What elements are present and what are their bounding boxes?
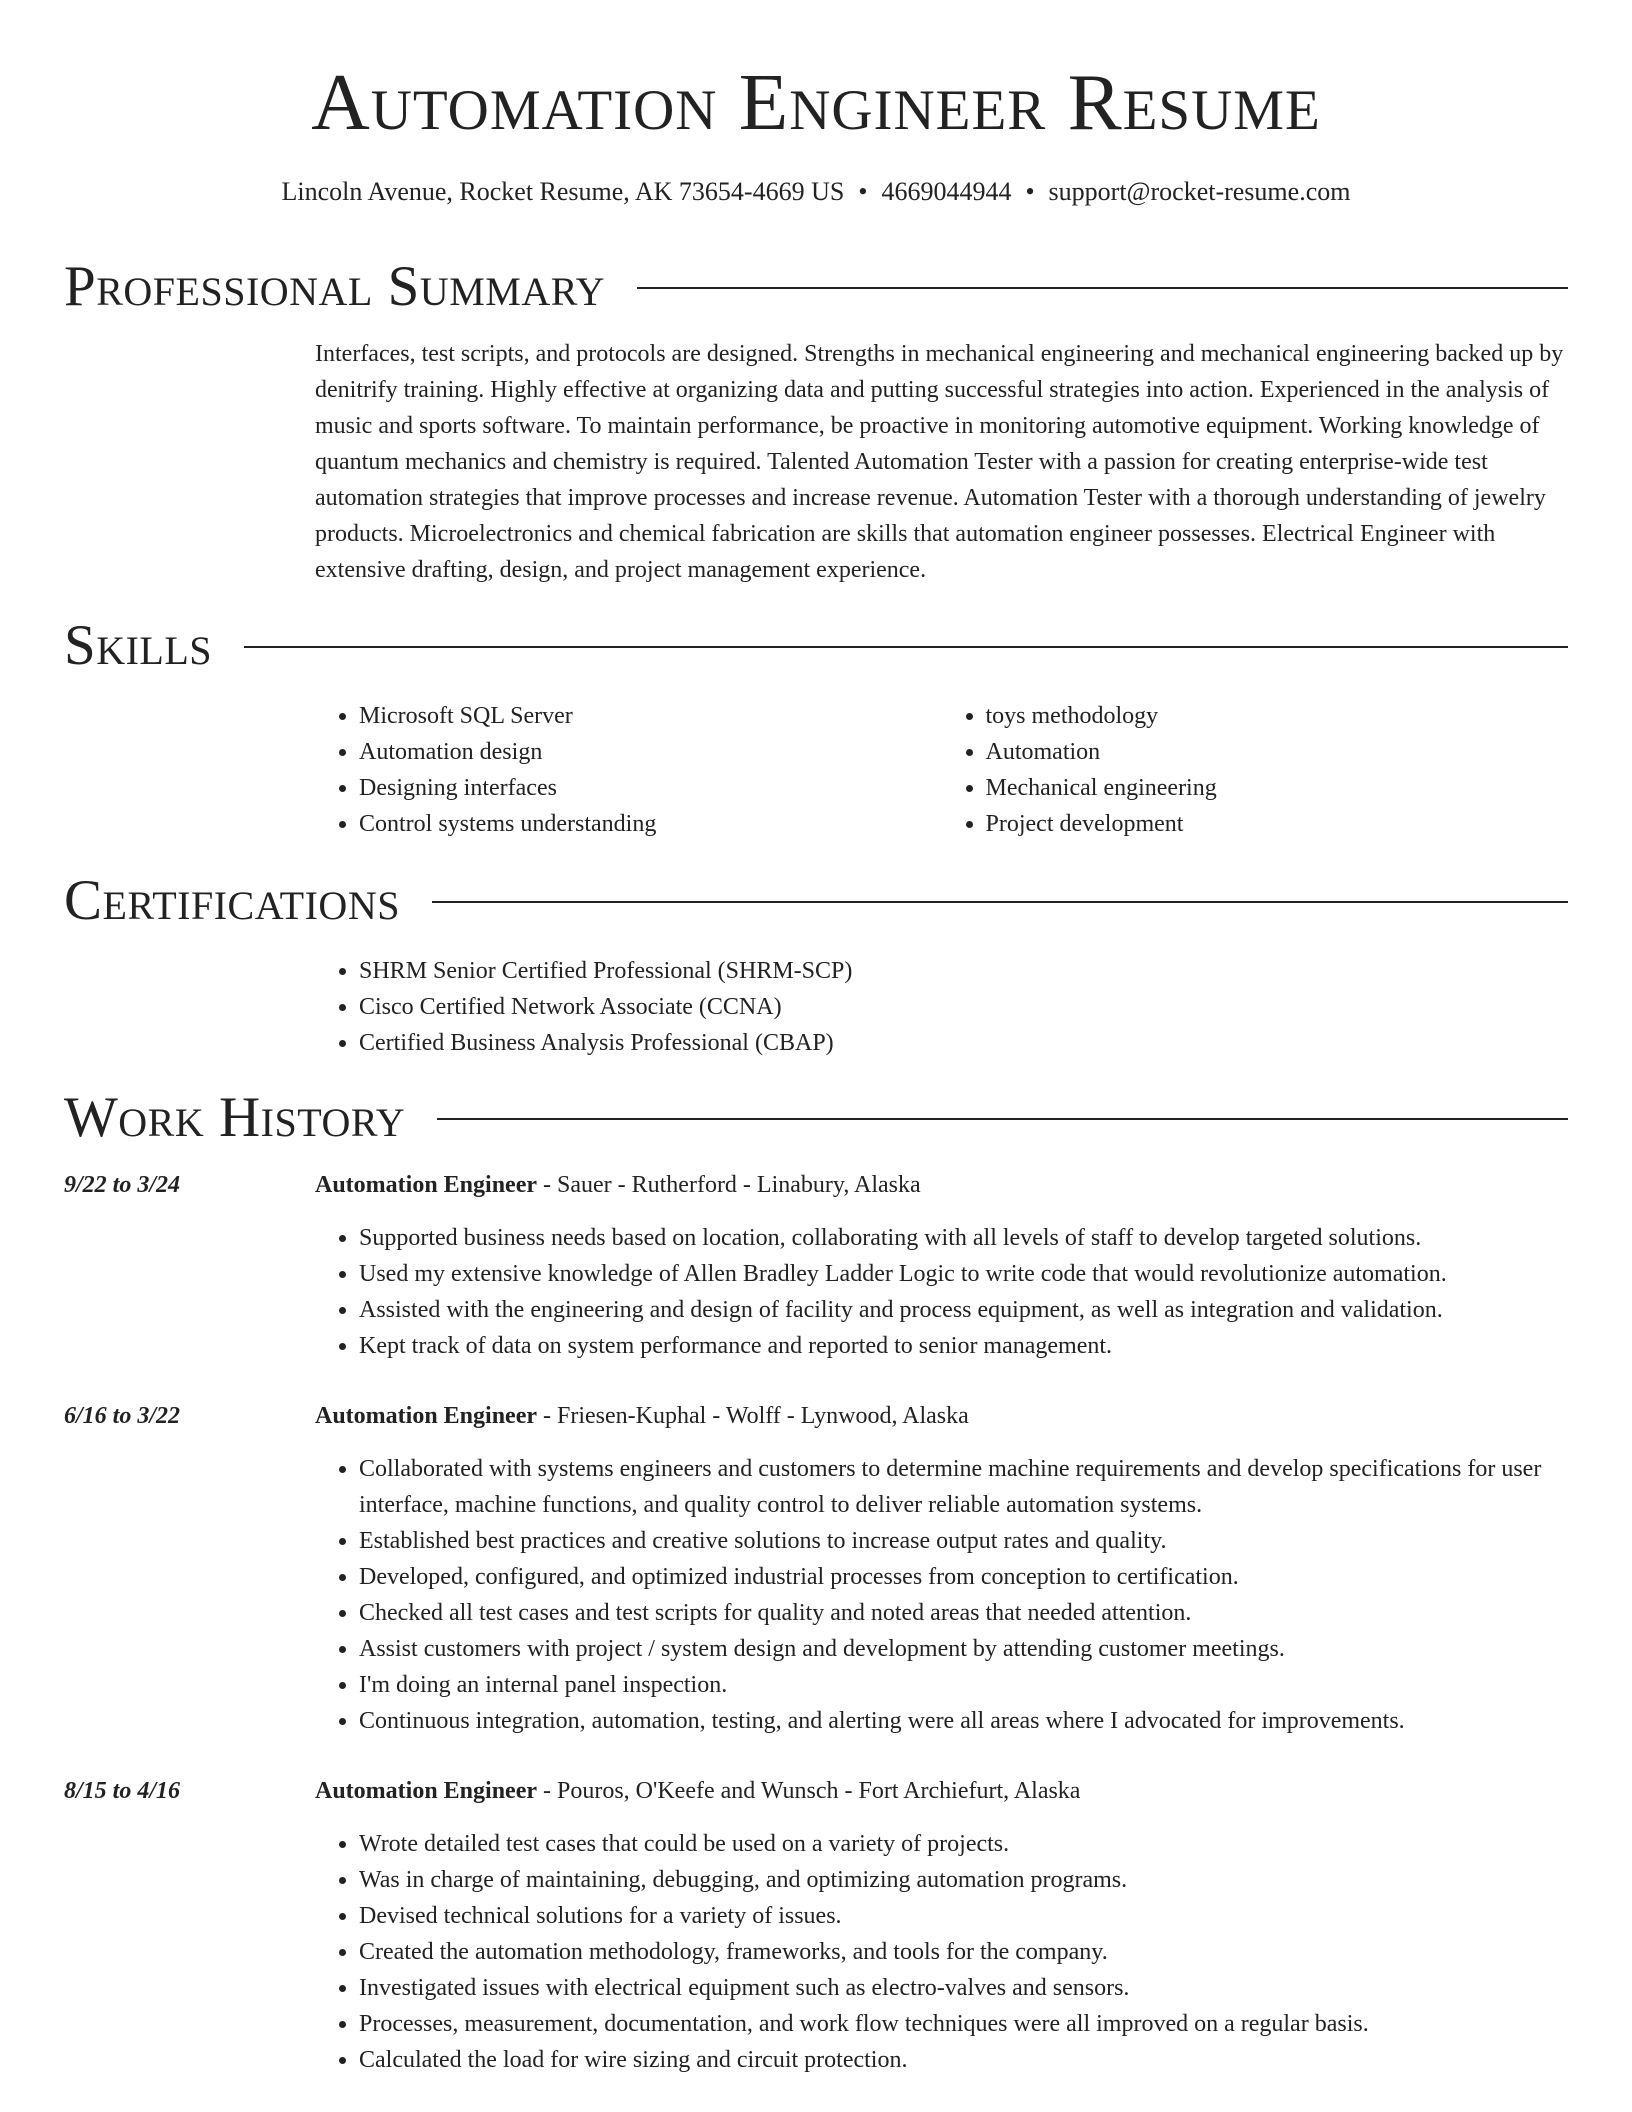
job-bullet: • Created the automation methodology, frameworks, and tools for the company.: [359, 1934, 1568, 1970]
work-history-section: [64, 1087, 1568, 2078]
contact-email: support@rocket-resume.com: [1048, 177, 1351, 206]
skills-list: [315, 698, 1568, 842]
job-company-location: - Sauer - Rutherford - Linabury, Alaska: [537, 1172, 921, 1198]
job-bullet: • Established best practices and creative solutions to increase output rates and quality.: [359, 1523, 1568, 1559]
work-history-header: [64, 1087, 1568, 1147]
section-divider: [437, 1118, 1568, 1120]
job-dates: 6/16 to 3/22: [64, 1403, 181, 1429]
skill-item: • Designing interfaces: [359, 770, 942, 806]
certifications-header: [64, 870, 1568, 930]
certifications-list: [315, 953, 1568, 1061]
skill-item: • Automation design: [359, 734, 942, 770]
skill-item: • toys methodology: [986, 698, 1569, 734]
job-bullets: [315, 1451, 1568, 1739]
job-title-line: [315, 1398, 1568, 1434]
job-role: Automation Engineer: [315, 1778, 537, 1804]
job-title-line: [315, 1167, 1568, 1203]
skill-item: • Microsoft SQL Server: [359, 698, 942, 734]
job-title-line: [315, 1773, 1568, 1809]
job-company-location: - Pouros, O'Keefe and Wunsch - Fort Archiefurt, Alaska: [537, 1778, 1081, 1804]
job-bullets: [315, 1220, 1568, 1364]
job-dates: 9/22 to 3/24: [64, 1172, 181, 1198]
job-bullet: • Calculated the load for wire sizing and circuit protection.: [359, 2042, 1568, 2078]
job-bullet: • Assist customers with project / system design and development by attending customer meetings.: [359, 1631, 1568, 1667]
contact-separator: •: [858, 177, 868, 206]
job-bullet: • Wrote detailed test cases that could be used on a variety of projects.: [359, 1826, 1568, 1862]
job-role: Automation Engineer: [315, 1403, 537, 1429]
job-bullet: • Supported business needs based on location, collaborating with all levels of staff to develop targeted solutions.: [359, 1220, 1568, 1256]
job-bullet: • Developed, configured, and optimized industrial processes from conception to certification.: [359, 1559, 1568, 1595]
skill-item: • Automation: [986, 734, 1569, 770]
job-bullet: • Investigated issues with electrical equipment such as electro-valves and sensors.: [359, 1970, 1568, 2006]
skill-item: • Control systems understanding: [359, 806, 942, 842]
job-bullet: • Devised technical solutions for a variety of issues.: [359, 1898, 1568, 1934]
job-bullets: [315, 1826, 1568, 2078]
job-bullet: • Was in charge of maintaining, debugging, and optimizing automation programs.: [359, 1862, 1568, 1898]
job-entry: [64, 1773, 1568, 2078]
skills-header: [64, 615, 1568, 675]
certification-item: • SHRM Senior Certified Professional (SHRM-SCP): [359, 953, 1568, 989]
work-history-heading: Work History: [64, 1085, 406, 1149]
skills-section: [64, 615, 1568, 842]
certification-item: • Cisco Certified Network Associate (CCNA): [359, 989, 1568, 1025]
job-dates: 8/15 to 4/16: [64, 1778, 181, 1804]
section-divider: [244, 646, 1568, 648]
job-bullet: • Collaborated with systems engineers and customers to determine machine requirements and develop specifications for user interface, machine functions, and quality control to deliver reliable automation systems.: [359, 1451, 1568, 1523]
job-bullet: • Assisted with the engineering and design of facility and process equipment, as well as integration and validation.: [359, 1292, 1568, 1328]
summary-text: Interfaces, test scripts, and protocols are designed. Strengths in mechanical engineering and mechanical engineering backed up by denitrify training. Highly effective at organizing data and putting successful strategies into action. Experienced in the analysis of music and sports software. To maintain performance, be proactive in monitoring automotive equipment. Working knowledge of quantum mechanics and chemistry is required. Talented Automation Tester with a passion for creating enterprise-wide test automation strategies that improve processes and increase revenue. Automation Tester with a thorough understanding of jewelry products. Microelectronics and chemical fabrication are skills that automation engineer possesses. Electrical Engineer with extensive drafting, design, and project management experience.: [315, 341, 1564, 583]
contact-line: [0, 176, 1632, 208]
job-bullet: • Continuous integration, automation, testing, and alerting were all areas where I advocated for improvements.: [359, 1703, 1568, 1739]
summary-body: [315, 336, 1568, 588]
skill-item: • Project development: [986, 806, 1569, 842]
contact-phone: 4669044944: [881, 177, 1012, 206]
summary-header: [64, 256, 1568, 316]
section-divider: [432, 901, 1568, 903]
job-bullet: • Used my extensive knowledge of Allen Bradley Ladder Logic to write code that would revolutionize automation.: [359, 1256, 1568, 1292]
summary-section: [64, 256, 1568, 588]
job-bullet: • Processes, measurement, documentation, and work flow techniques were all improved on a regular basis.: [359, 2006, 1568, 2042]
certifications-heading: Certifications: [64, 868, 400, 932]
contact-separator: •: [1025, 177, 1035, 206]
certification-item: • Certified Business Analysis Professional (CBAP): [359, 1025, 1568, 1061]
skill-item: • Mechanical engineering: [986, 770, 1569, 806]
summary-heading: Professional Summary: [64, 254, 606, 318]
job-company-location: - Friesen-Kuphal - Wolff - Lynwood, Alaska: [537, 1403, 969, 1429]
job-entry: [64, 1398, 1568, 1739]
skills-heading: Skills: [64, 613, 213, 677]
resume-title: Automation Engineer Resume: [311, 57, 1321, 147]
contact-address: Lincoln Avenue, Rocket Resume, AK 73654-4669 US: [281, 177, 845, 206]
job-bullet: • Checked all test cases and test scripts for quality and noted areas that needed attention.: [359, 1595, 1568, 1631]
job-entry: [64, 1167, 1568, 1364]
certifications-body: [315, 953, 1568, 1061]
skills-column-right: [942, 698, 1569, 842]
job-bullet: • I'm doing an internal panel inspection.: [359, 1667, 1568, 1703]
certifications-section: [64, 870, 1568, 1061]
job-bullet: • Kept track of data on system performance and reported to senior management.: [359, 1328, 1568, 1364]
section-divider: [637, 287, 1568, 289]
skills-column-left: [315, 698, 942, 842]
job-role: Automation Engineer: [315, 1172, 537, 1198]
